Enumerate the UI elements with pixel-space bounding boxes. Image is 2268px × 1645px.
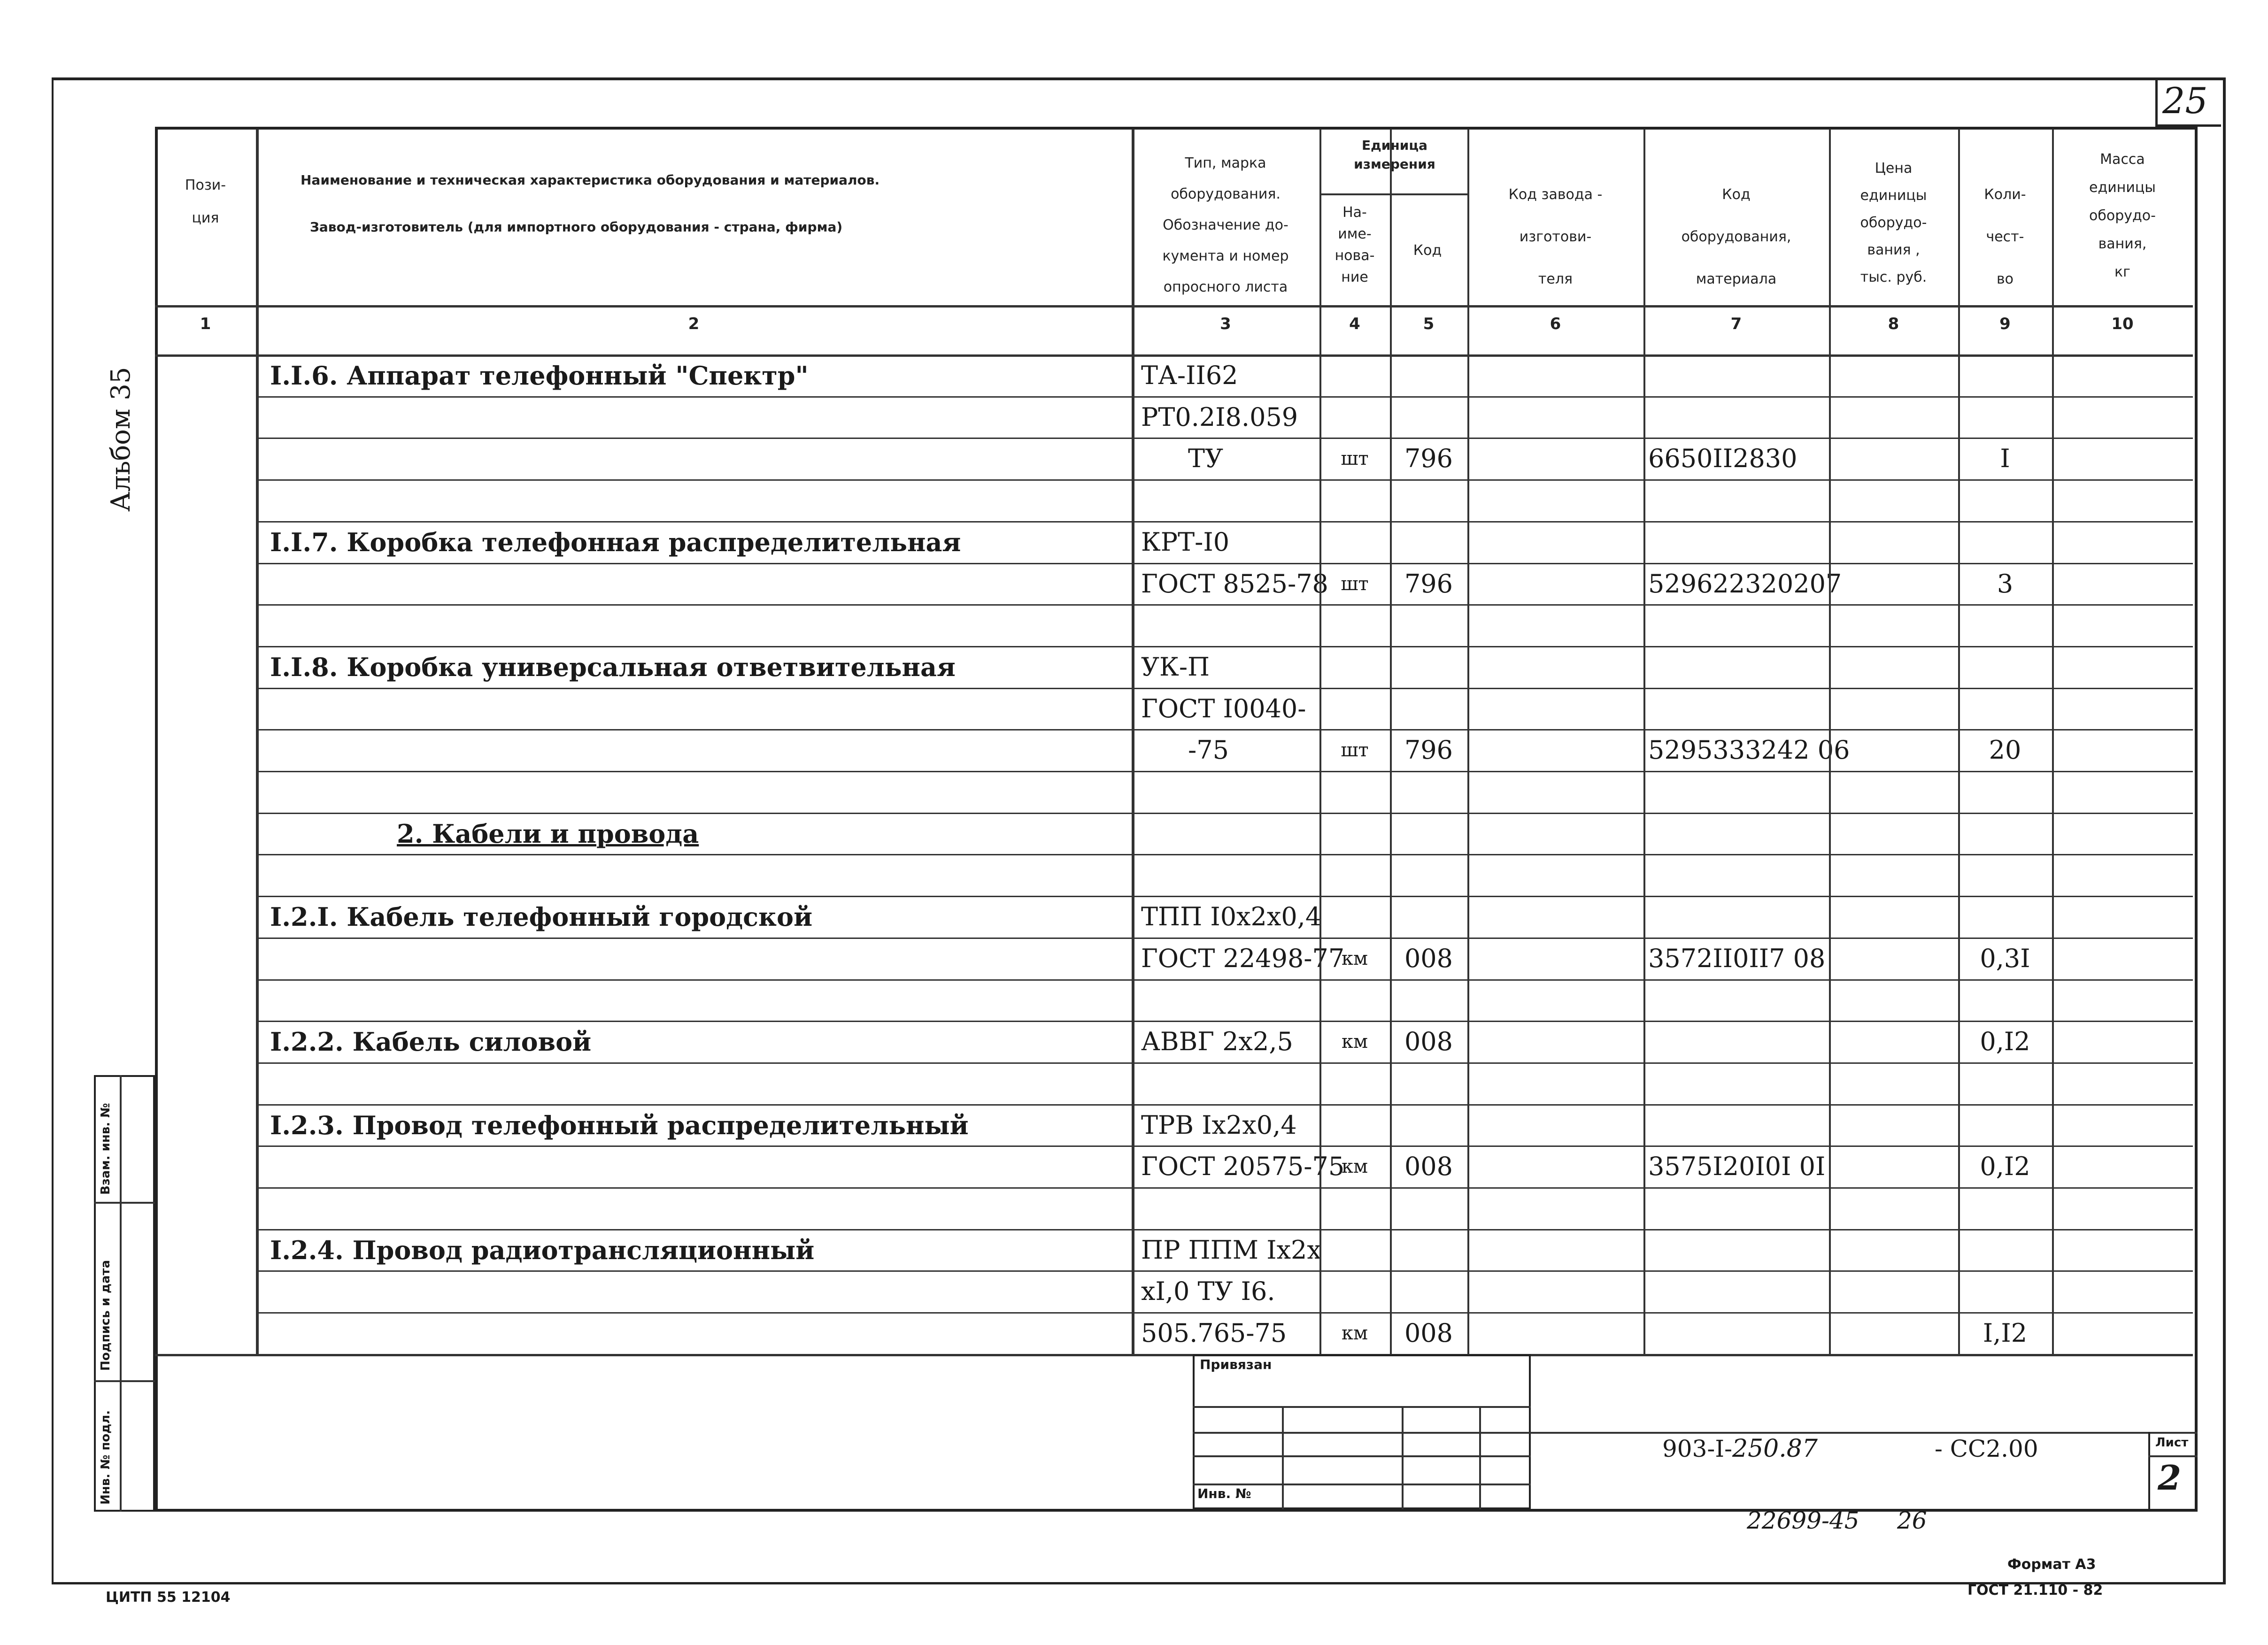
list-label: Лист: [2155, 1436, 2189, 1450]
cell-quantity: 0,3I: [1980, 943, 2030, 973]
cell-unit-code: 008: [1404, 1318, 1453, 1348]
column-line-3: [1319, 129, 1321, 1354]
cell-name: I.2.3. Провод телефонный распределительный: [270, 1110, 969, 1140]
cell-type: РТ0.2I8.059: [1141, 402, 1298, 432]
sheet-number-top: 25: [2162, 80, 2208, 122]
row-line-13: [256, 896, 2193, 897]
cell-quantity: 0,I2: [1980, 1152, 2030, 1182]
title-block-vline-2: [1402, 1406, 1404, 1509]
header-type-line-3: кумента и номер: [1162, 248, 1289, 264]
cell-type: ТРВ Iх2х0,4: [1141, 1110, 1297, 1140]
header-material-code-line-2: материала: [1696, 271, 1777, 287]
cell-material-code: 529622320207: [1648, 569, 1842, 599]
cell-unit: шт: [1341, 739, 1369, 761]
cell-quantity: 0,I2: [1980, 1027, 2030, 1057]
cell-type: ГОСТ I0040-: [1141, 693, 1306, 723]
header-unit-name-line-1: име-: [1338, 226, 1372, 242]
cell-name: I.I.7. Коробка телефонная распределительная: [270, 527, 961, 557]
title-block-vline-3: [1479, 1406, 1481, 1509]
column-number-9: 9: [1999, 315, 2011, 333]
header-price-line-4: тыс. руб.: [1860, 269, 1927, 285]
row-line-17: [256, 1062, 2193, 1064]
column-line-1: [256, 129, 259, 1354]
header-quantity-line-2: во: [1996, 271, 2014, 287]
header-position-line-0: Пози-: [185, 177, 226, 193]
cell-unit-code: 796: [1404, 735, 1453, 765]
header-factory-code-line-0: Код завода -: [1508, 186, 1603, 203]
header-material-code-line-1: оборудования,: [1681, 229, 1791, 245]
cell-name: I.2.4. Провод радиотрансляционный: [270, 1235, 815, 1265]
header-col45: Единица измерения: [1354, 138, 1435, 172]
cell-unit: км: [1341, 947, 1368, 969]
header-type-line-1: оборудования.: [1171, 186, 1281, 202]
unit-header-split-line: [1319, 193, 1467, 195]
row-line-9: [256, 729, 2193, 730]
cell-unit-code: 008: [1404, 1152, 1453, 1182]
header-unit-name-line-2: нова-: [1335, 247, 1375, 264]
header-col5: Код: [1413, 242, 1442, 259]
unit-header-top-gap-cover: [1390, 129, 1392, 193]
title-block-privyazan: Привязан: [1200, 1357, 1272, 1372]
cell-unit: км: [1341, 1031, 1368, 1053]
document-code-prefix: 903-I-: [1662, 1435, 1732, 1462]
cell-type: 505.765-75: [1141, 1318, 1287, 1348]
cell-name: 2. Кабели и провода: [397, 818, 699, 849]
title-block-main-line: [1531, 1432, 2198, 1434]
row-line-16: [256, 1021, 2193, 1022]
row-line-11: [256, 813, 2193, 814]
column-line-2: [1132, 129, 1134, 1354]
cell-name: I.2.2. Кабель силовой: [270, 1027, 592, 1057]
header-price-line-1: единицы: [1860, 187, 1927, 204]
header-factory-code-line-2: теля: [1538, 271, 1573, 287]
header-mass-line-0: Масса: [2100, 151, 2145, 168]
row-line-18: [256, 1104, 2193, 1106]
inventory-handwritten: 22699-45: [1747, 1507, 1859, 1534]
inventory-handwritten-2: 26: [1897, 1507, 1927, 1534]
cell-material-code: 6650II2830: [1648, 444, 1797, 474]
row-line-2: [256, 438, 2193, 439]
header-price-line-3: вания ,: [1867, 242, 1920, 258]
album-label: Альбом 35: [106, 367, 136, 512]
title-block-inv: Инв. №: [1197, 1486, 1251, 1501]
row-line-7: [256, 646, 2193, 647]
row-line-23: [256, 1312, 2193, 1314]
side-stamp-divider-1: [94, 1202, 155, 1204]
cell-unit: шт: [1341, 448, 1369, 470]
cell-name: I.2.I. Кабель телефонный городской: [270, 902, 813, 932]
cell-material-code: 5295333242 06: [1648, 735, 1850, 765]
header-material-code-line-0: Код: [1722, 186, 1751, 203]
row-line-19: [256, 1145, 2193, 1147]
row-line-6: [256, 604, 2193, 606]
header-quantity-line-0: Коли-: [1984, 186, 2026, 203]
row-line-1: [256, 396, 2193, 398]
list-box-divider: [2148, 1455, 2198, 1457]
column-line-5: [1467, 129, 1469, 1354]
cell-name: I.I.6. Аппарат телефонный "Спектр": [270, 361, 809, 391]
header-price-line-0: Цена: [1875, 160, 1913, 177]
cell-type: УК-П: [1141, 652, 1210, 682]
column-line-9: [2052, 129, 2054, 1354]
header-position-line-1: ция: [192, 210, 219, 226]
row-line-8: [256, 688, 2193, 689]
column-number-5: 5: [1423, 315, 1435, 333]
header-price-line-2: оборудо-: [1860, 215, 1927, 231]
cell-type: ГОСТ 22498-77: [1141, 943, 1345, 973]
cell-material-code: 3575I20I0I 0I: [1648, 1152, 1826, 1182]
column-line-4: [1390, 129, 1392, 1354]
column-number-7: 7: [1730, 315, 1742, 333]
cell-type: ГОСТ 20575-75: [1141, 1152, 1345, 1182]
list-number: 2: [2158, 1458, 2182, 1498]
format-label: Формат А3: [2007, 1556, 2096, 1573]
row-line-21: [256, 1229, 2193, 1230]
row-line-3: [256, 479, 2193, 481]
cell-unit-code: 008: [1404, 1027, 1453, 1057]
document-suffix: - СС2.00: [1935, 1435, 2038, 1462]
row-line-14: [256, 938, 2193, 939]
column-number-6: 6: [1550, 315, 1561, 333]
side-stamp-replacement: Взам. инв. №: [99, 1103, 113, 1195]
row-line-4: [256, 521, 2193, 523]
column-number-2: 2: [688, 315, 700, 333]
row-line-10: [256, 771, 2193, 772]
row-line-22: [256, 1270, 2193, 1272]
cell-unit-code: 008: [1404, 943, 1453, 973]
column-number-bottom-line: [155, 354, 2193, 357]
header-factory-code-line-1: изготови-: [1519, 229, 1592, 245]
cell-name: I.I.8. Коробка универсальная ответвительная: [270, 652, 956, 682]
header-mass-line-4: кг: [2114, 264, 2130, 280]
column-number-3: 3: [1220, 315, 1231, 333]
header-bottom-line: [155, 305, 2193, 307]
title-block-vline-1: [1282, 1406, 1284, 1509]
cell-unit-code: 796: [1404, 444, 1453, 474]
header-type-line-0: Тип, марка: [1185, 155, 1266, 171]
column-line-8: [1958, 129, 1960, 1354]
cell-unit: шт: [1341, 573, 1369, 595]
row-line-12: [256, 854, 2193, 855]
header-mass-line-2: оборудо-: [2089, 208, 2156, 224]
cell-type: хI,0 ТУ I6.: [1141, 1276, 1275, 1307]
header-type-line-2: Обозначение до-: [1163, 217, 1288, 233]
column-number-8: 8: [1888, 315, 1899, 333]
column-number-10: 10: [2111, 315, 2134, 333]
cell-unit: км: [1341, 1322, 1368, 1345]
cell-type: АВВГ 2х2,5: [1141, 1027, 1293, 1057]
header-mass-line-1: единицы: [2089, 179, 2156, 196]
row-line-20: [256, 1187, 2193, 1189]
side-stamp-divider-2: [94, 1380, 155, 1382]
row-line-5: [256, 563, 2193, 564]
column-number-1: 1: [200, 315, 211, 333]
header-mass-line-3: вания,: [2098, 236, 2147, 252]
cell-type: ГОСТ 8525-78: [1141, 569, 1328, 599]
header-type-line-4: опросного листа: [1163, 279, 1288, 295]
header-col2-line1: Наименование и техническая характеристика оборудования и материалов.: [301, 172, 880, 188]
cell-quantity: I,I2: [1983, 1318, 2028, 1348]
document-code-number: 250.87: [1732, 1435, 1818, 1463]
header-unit-name-line-3: ние: [1341, 269, 1368, 285]
side-stamp-signature: Подпись и дата: [99, 1260, 113, 1371]
table-bottom-line: [155, 1354, 2193, 1356]
cell-type: ПР ППМ Iх2х: [1141, 1235, 1321, 1265]
document-code: [1662, 1434, 1818, 1463]
header-col2-line2: Завод-изготовитель (для импортного оборудования - страна, фирма): [310, 219, 843, 235]
row-line-15: [256, 979, 2193, 981]
cell-type: ТУ: [1188, 444, 1224, 474]
header-unit-name-line-0: На-: [1342, 204, 1367, 221]
cell-unit-code: 796: [1404, 569, 1453, 599]
header-quantity-line-1: чест-: [1986, 229, 2024, 245]
gost-label: ГОСТ 21.110 - 82: [1967, 1582, 2103, 1599]
column-line-7: [1829, 129, 1831, 1354]
cell-quantity: 3: [1997, 569, 2013, 599]
cell-unit: км: [1341, 1156, 1368, 1178]
column-line-6: [1643, 129, 1645, 1354]
cell-material-code: 3572II0II7 08: [1648, 943, 1826, 973]
cell-type: ТА-II62: [1141, 361, 1238, 390]
cell-quantity: I: [2000, 444, 2010, 474]
side-stamp-inv: Инв. № подл.: [99, 1410, 113, 1505]
side-stamp-vline: [120, 1075, 122, 1512]
cell-quantity: 20: [1989, 735, 2021, 765]
cell-type: -75: [1188, 735, 1229, 765]
cell-type: КРТ-I0: [1141, 527, 1230, 557]
cell-type: ТПП I0х2х0,4: [1141, 902, 1322, 932]
ciitp-label: ЦИТП 55 12104: [106, 1589, 231, 1606]
column-number-4: 4: [1349, 315, 1360, 333]
